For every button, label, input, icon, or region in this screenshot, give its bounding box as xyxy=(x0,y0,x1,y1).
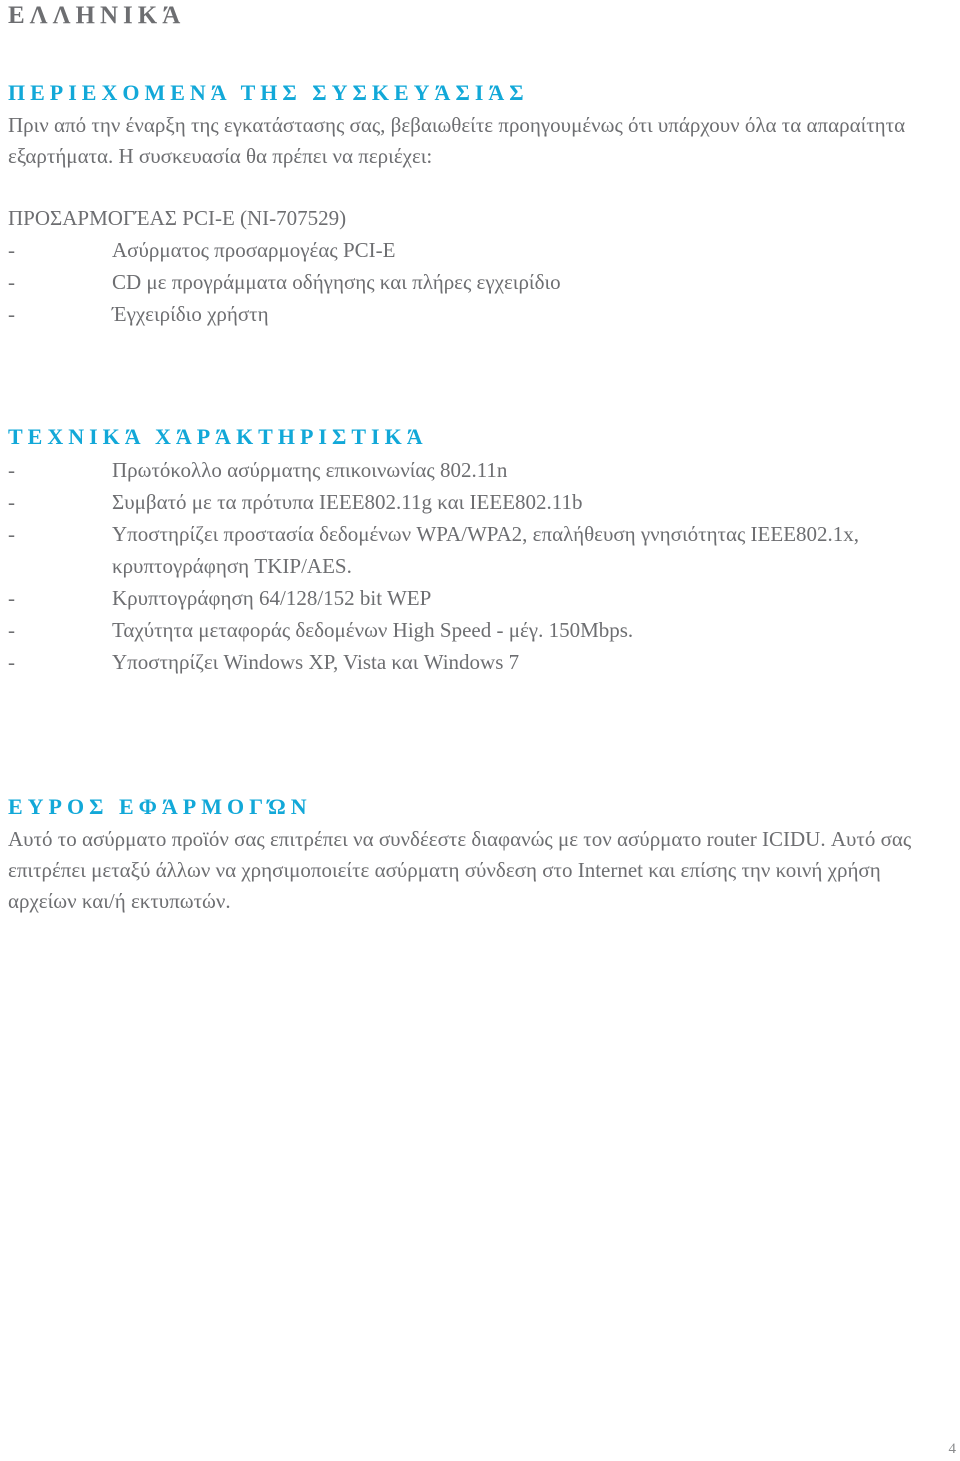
list-item: - Υποστηρίζει Windows XP, Vista και Windows 7 xyxy=(8,650,520,674)
list-item: - Πρωτόκολλο ασύρματης επικοινωνίας 802.11n xyxy=(8,458,508,482)
list-item: - Συμβατό με τα πρότυπα IEEE802.11g και IEEE802.11b xyxy=(8,490,583,514)
list-item: - Έγχειρίδιο χρήστη xyxy=(8,302,269,326)
specs-heading: ΤΕΧΝΙΚΆ ΧΆΡΆΚΤΗΡΙΣΤΙΚΆ xyxy=(8,424,428,449)
contents-intro: Πριν από την έναρξη της εγκατάστασης σας, βεβαιωθείτε προηγουμένως ότι υπάρχουν όλα τα απαραίτητα εξαρτήματα. Η συσκευασία θα πρέπει να περιέχει: xyxy=(8,113,906,168)
contents-list xyxy=(8,234,928,330)
list-item: - Κρυπτογράφηση 64/128/152 bit WEP xyxy=(8,586,432,610)
page-number: 4 xyxy=(948,1441,956,1457)
applications-section xyxy=(8,794,928,917)
list-item: - Ασύρματος προσαρμογέας PCI-E xyxy=(8,238,396,262)
specs-section xyxy=(8,424,928,678)
list-item: - Υποστηρίζει προστασία δεδομένων WPA/WPA2, επαλήθευση γνησιότητας IEEE802.1x, κρυπτογράφηση TKIP/AES. xyxy=(8,522,860,578)
specs-list xyxy=(8,454,928,678)
contents-section xyxy=(8,80,928,330)
applications-text: Αυτό το ασύρματο προϊόν σας επιτρέπει να συνδέεστε διαφανώς με τον ασύρματο router ICIDU. Αυτό σας επιτρέπει μεταξύ άλλων να χρησιμοποιείτε ασύρματη σύνδεση στο Internet και επίσης την κοινή χρήση αρχείων και/ή εκτυπωτών. xyxy=(8,827,912,913)
applications-heading: ΕΥΡΟΣ ΕΦΆΡΜΟΓΏΝ xyxy=(8,794,312,819)
page-header-language: ΕΛΛΗΝΙΚΆ xyxy=(8,2,186,29)
list-item: - Ταχύτητα μεταφοράς δεδομένων High Speed - μέγ. 150Mbps. xyxy=(8,618,634,642)
product-name: ΠΡΟΣΑΡΜΟΓΈΑΣ PCI-E (NI-707529) xyxy=(8,206,347,230)
list-item: - CD με προγράμματα οδήγησης και πλήρες εγχειρίδιο xyxy=(8,270,561,294)
contents-heading: ΠΕΡΙΕΧΟΜΕΝΆ ΤΗΣ ΣΥΣΚΕΥΆΣΙΆΣ xyxy=(8,80,529,105)
